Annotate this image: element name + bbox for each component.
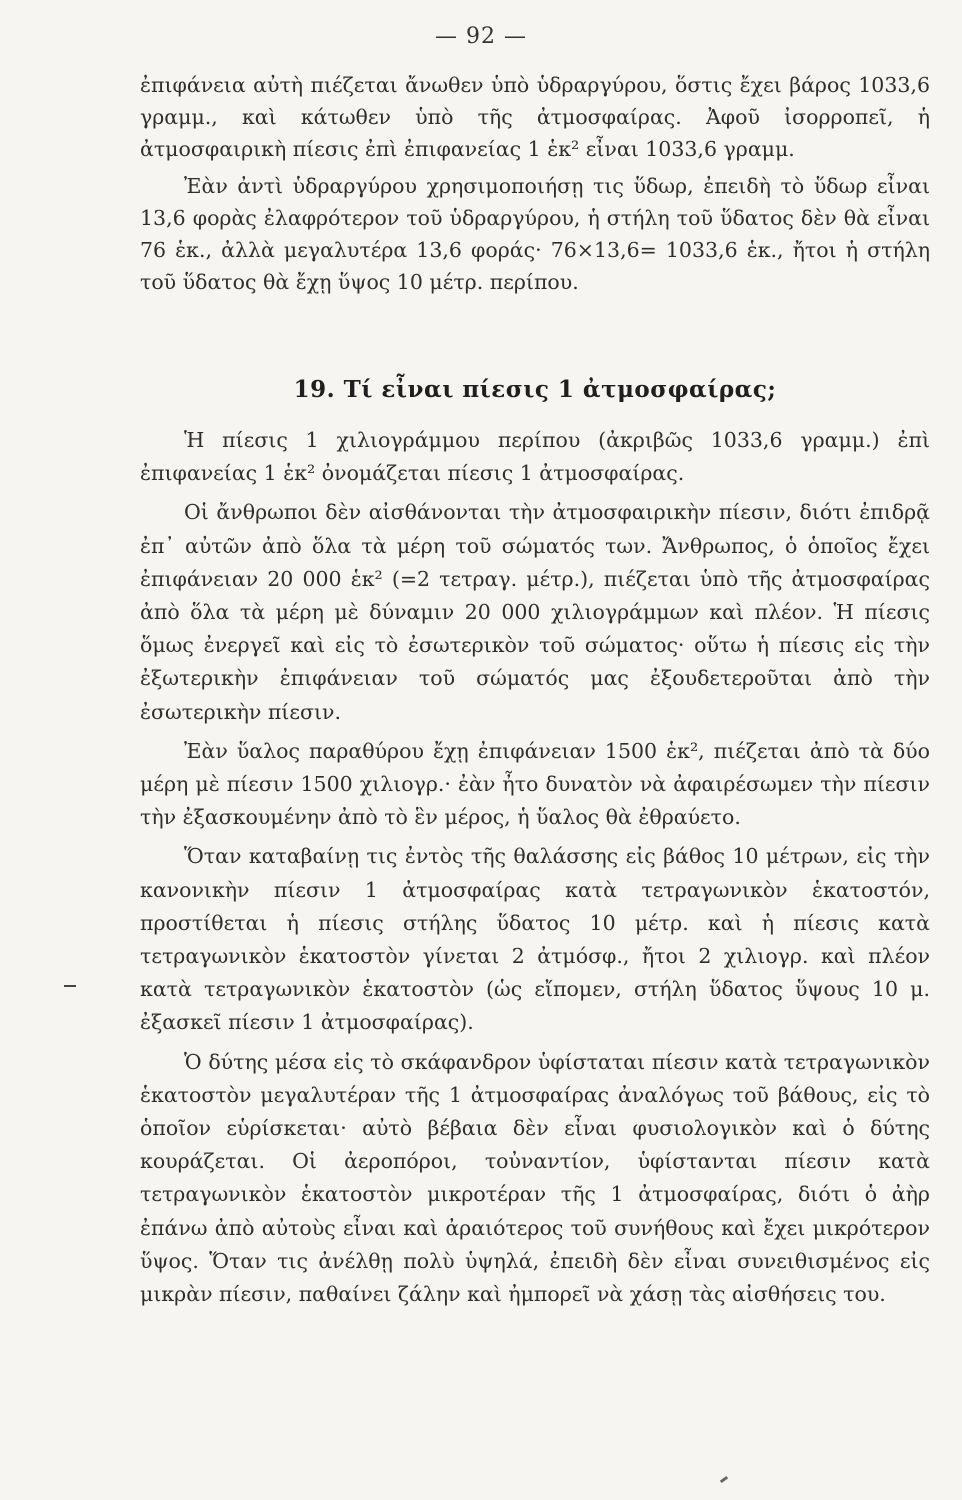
page-number: — 92 — (435, 24, 527, 49)
section-body (140, 424, 930, 1317)
continued-text (140, 70, 930, 304)
paragraph: Ὁ δύτης μέσα εἰς τὸ σκάφανδρον ὑφίσταται πίεσιν κατὰ τετραγωνικὸν ἑκατοστὸν μεγαλυτέραν τῆς 1 ἀτμοσφαίρας ἀναλόγως τοῦ βάθους, εἰς τὸ ὁποῖον εὑρίσκεται· αὐτὸ βέβαια δὲν εἶναι φυσιολογικὸν καὶ ὁ δύτης κουράζεται. Οἱ ἀεροπόροι, τοὐναντίον, ὑφίστανται πίεσιν κατὰ τετραγωνικὸν ἑκατοστὸν μικροτέραν τῆς 1 ἀτμοσφαίρας, διότι ὁ ἀὴρ ἐπάνω ἀπὸ αὐτοὺς εἶναι καὶ ἀραιότερος τοῦ συνήθους καὶ ἔχει μικρότερον ὕψος. Ὅταν τις ἀνέλθῃ πολὺ ὑψηλά, ἐπειδὴ δὲν εἶναι συνειθισμένος εἰς μικρὰν πίεσιν, παθαίνει ζάλην καὶ ἠμπορεῖ νὰ χάσῃ τὰς αἰσθήσεις του. (140, 1049, 930, 1307)
paragraph: Ἡ πίεσις 1 χιλιογράμμου περίπου (ἀκριβῶς 1033,6 γραμμ.) ἐπὶ ἐπιφανείας 1 ἑκ² ὀνομάζεται πίεσις 1 ἀτμοσφαίρας. (140, 428, 930, 486)
margin-mark (64, 985, 76, 987)
section-heading: 19. Τί εἶναι πίεσις 1 ἀτμοσφαίρας; (293, 376, 777, 403)
paper-speck (720, 1476, 728, 1483)
paragraph: Ἐὰν ἀντὶ ὑδραργύρου χρησιμοποιήσῃ τις ὕδωρ, ἐπειδὴ τὸ ὕδωρ εἶναι 13,6 φορὰς ἐλαφρότερον τοῦ ὑδραργύρου, ἡ στήλη τοῦ ὕδατος δὲν θὰ εἶναι 76 ἑκ., ἀλλὰ μεγαλυτέρα 13,6 φοράς· 76×13,6= 1033,6 ἑκ., ἤτοι ἡ στήλη τοῦ ὕδατος θὰ ἔχῃ ὕψος 10 μέτρ. περίπου. (140, 174, 930, 294)
paragraph: ἐπιφάνεια αὐτὴ πιέζεται ἄνωθεν ὑπὸ ὑδραργύρου, ὅστις ἔχει βάρος 1033,6 γραμμ., καὶ κάτωθεν ὑπὸ τῆς ἀτμοσφαίρας. Ἀφοῦ ἰσορροπεῖ, ἡ ἀτμοσφαιρικὴ πίεσις ἐπὶ ἐπιφανείας 1 ἑκ² εἶναι 1033,6 γραμμ. (140, 73, 930, 161)
paragraph: Ἐὰν ὕαλος παραθύρου ἔχῃ ἐπιφάνειαν 1500 ἑκ², πιέζεται ἀπὸ τὰ δύο μέρη μὲ πίεσιν 1500 χιλιογρ.· ἐὰν ἦτο δυνατὸν νὰ ἀφαιρέσωμεν τὴν πίεσιν τὴν ἐξασκουμένην ἀπὸ τὸ ἓν μέρος, ἡ ὕαλος θὰ ἐθραύετο. (140, 738, 930, 830)
paragraph: Οἱ ἄνθρωποι δὲν αἰσθάνονται τὴν ἀτμοσφαιρικὴν πίεσιν, διότι ἐπιδρᾷ ἐπ᾽ αὐτῶν ἀπὸ ὅλα τὰ μέρη τοῦ σώματός των. Ἄνθρωπος, ὁ ὁποῖος ἔχει ἐπιφάνειαν 20 000 ἑκ² (=2 τετραγ. μέτρ.), πιέζεται ὑπὸ τῆς ἀτμοσφαίρας ἀπὸ ὅλα τὰ μέρη μὲ δύναμιν 20 000 χιλιογράμμων καὶ πλέον. Ἡ πίεσις ὅμως ἐνεργεῖ καὶ εἰς τὸ ἐσωτερικὸν τοῦ σώματος· οὕτω ἡ πίεσις εἰς τὴν ἐξωτερικὴν ἐπιφάνειαν τοῦ σώματός μας ἐξουδετεροῦται ἀπὸ τὴν ἐσωτερικὴν πίεσιν. (140, 500, 930, 724)
paragraph: Ὅταν καταβαίνῃ τις ἐντὸς τῆς θαλάσσης εἰς βάθος 10 μέτρων, εἰς τὴν κανονικὴν πίεσιν 1 ἀτμοσφαίρας κατὰ τετραγωνικὸν ἑκατοστόν, προστίθεται ἡ πίεσις στήλης ὕδατος 10 μέτρ. καὶ ἡ πίεσις κατὰ τετραγωνικὸν ἑκατοστὸν γίνεται 2 ἀτμόσφ., ἤτοι 2 χιλιογρ. καὶ πλέον κατὰ τετραγωνικὸν ἑκατοστὸν (ὡς εἴπομεν, στήλη ὕδατος ὕψους 10 μ. ἐξασκεῖ πίεσιν 1 ἀτμοσφαίρας). (140, 844, 930, 1035)
